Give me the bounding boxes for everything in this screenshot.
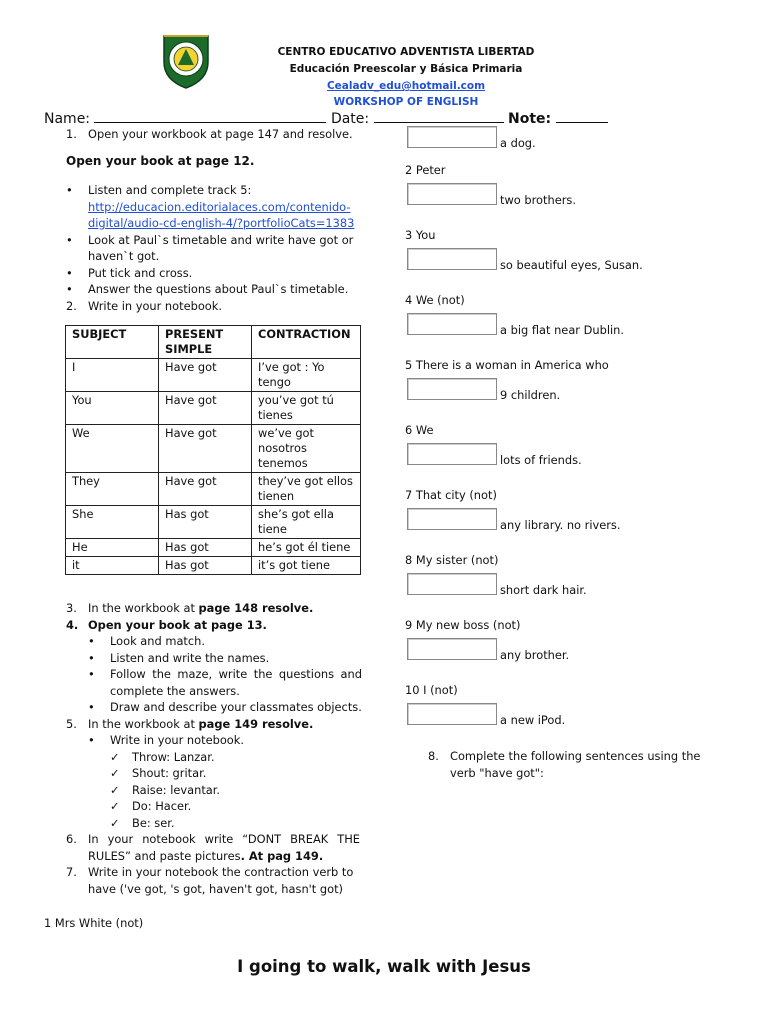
exercise-prompt: 3 You [405,228,436,242]
exercise-prompt: 9 My new boss (not) [405,618,521,632]
table-cell: Has got [159,539,252,557]
table-header-row [66,326,361,359]
list-item: • Listen and complete track 5: http://educacion.editorialaces.com/contenido-digital/audio-cd-english-4/?portfolioCats=1383 [66,183,355,230]
table-cell: Has got [159,506,252,539]
instruction-4: 4. Open your book at page 13. [66,617,267,632]
workshop-title: WORKSHOP OF ENGLISH [333,96,479,108]
vocab-item: ✓ Throw: Lanzar. [110,749,215,764]
list-item: • Draw and describe your classmates objects. [88,700,362,714]
table-cell: he’s got él tiene [252,539,361,557]
exercise-prompt: 8 My sister (not) [405,553,499,567]
instruction-7: 7. Write in your notebook the contraction verb to have ('ve got, 's got, haven't got, hasn't got) [66,865,354,896]
vocab-item: ✓ Be: ser. [110,815,175,830]
table-row [66,359,361,392]
column-header: SUBJECT [66,326,159,359]
table-cell: it’s got tiene [252,557,361,575]
answer-input-box[interactable] [407,183,497,205]
table-cell: Have got [159,473,252,506]
exercise-ending: a dog. [500,136,536,150]
list-item: • Listen and write the names. [88,650,270,665]
list-item: • Answer the questions about Paul`s timetable. [66,282,349,296]
motto-footer: I going to walk, walk with Jesus [237,957,531,976]
table-row [66,557,361,575]
table-cell: Have got [159,392,252,425]
instruction-6: 6. In your notebook write “DONT BREAK THE RULES” and paste pictures. At pag 149. [66,832,360,863]
list-item: • Put tick and cross. [66,265,193,280]
exercise-prompt: 2 Peter [405,163,446,177]
answer-input-box[interactable] [407,508,497,530]
school-level: Educación Preescolar y Básica Primaria [289,63,523,75]
table-cell: she’s got ella tiene [252,506,361,539]
table-cell: Has got [159,557,252,575]
exercise-prompt: 10 I (not) [405,683,458,697]
answer-input-box[interactable] [407,443,497,465]
table-cell: it [66,557,159,575]
table-cell: We [66,425,159,473]
exercise-prompt: 4 We (not) [405,293,465,307]
vocab-item: ✓ Raise: levantar. [110,782,221,797]
note-label: Note: [508,111,552,127]
column-header: PRESENT SIMPLE [159,326,252,359]
school-email-link[interactable]: Cealadv_edu@hotmail.com [326,80,486,92]
instruction-3: 3. In the workbook at page 148 resolve. [66,601,314,615]
table-row [66,506,361,539]
instruction-2: 2. Write in your notebook. [66,298,222,313]
list-item: • Look at Paul`s timetable and write have got or haven`t got. [66,232,354,263]
answer-input-box[interactable] [407,573,497,595]
table-cell: I [66,359,159,392]
exercise-prompt: 7 That city (not) [405,488,497,502]
exercise-ending: so beautiful eyes, Susan. [500,258,643,272]
table-cell: Have got [159,359,252,392]
table-cell: we’ve got nosotros tenemos [252,425,361,473]
answer-input-box[interactable] [407,248,497,270]
table-cell: He [66,539,159,557]
answer-input-box[interactable] [407,703,497,725]
answer-input-box[interactable] [407,638,497,660]
table-cell: You [66,392,159,425]
column-header: CONTRACTION [252,326,361,359]
table-row [66,539,361,557]
answer-input-box[interactable] [407,313,497,335]
sub-list-4 [66,633,362,716]
vocab-list [88,749,362,832]
table-row [66,425,361,473]
exercise-prompt: 5 There is a woman in America who [405,358,609,372]
instruction-5: 5. In the workbook at page 149 resolve. [66,716,314,731]
answer-input-box[interactable] [407,378,497,400]
name-field[interactable] [94,108,326,123]
list-item: • Follow the maze, write the questions and complete the answers. [88,667,362,698]
exercise-ending: a new iPod. [500,713,566,727]
vocab-item: ✓ Shout: gritar. [110,766,207,780]
table-cell: you’ve got tú tienes [252,392,361,425]
have-got-table [65,325,361,575]
table-cell: She [66,506,159,539]
track-link[interactable]: http://educacion.editorialaces.com/contenido-digital/audio-cd-english-4/?portfolioCats=1383 [88,199,355,230]
exercise-ending: a big flat near Dublin. [500,323,624,337]
table-row [66,473,361,506]
table-cell: Have got [159,425,252,473]
instructions-3-7 [66,600,362,897]
exercise-prompt: 6 We [405,423,434,437]
exercise-ending: lots of friends. [500,453,582,467]
table-cell: They [66,473,159,506]
table-cell: they’ve got ellos tienen [252,473,361,506]
sub-list-5 [66,732,362,831]
exercise-ending: short dark hair. [500,583,587,597]
instruction-8: 8. Complete the following sentences using the verb "have got": [428,749,701,780]
list-item: • Write in your notebook. [88,733,244,747]
date-field[interactable] [374,108,504,123]
name-label: Name: [44,111,91,127]
date-label: Date: [330,111,370,127]
student-info-line [44,108,608,127]
table-cell: I’ve got : Yo tengo [252,359,361,392]
answer-input-box[interactable] [407,126,497,148]
note-field[interactable] [556,108,608,123]
exercise-ending: 9 children. [500,388,561,402]
exercise-1-prompt: 1 Mrs White (not) [44,916,144,930]
list-item: • Look and match. [88,634,205,648]
school-crest-logo [160,32,212,90]
instruction-1: 1. Open your workbook at page 147 and resolve. [66,127,353,141]
exercise-ending: any library. no rivers. [500,518,621,532]
bullet-list-1 [66,182,366,314]
open-book-12: Open your book at page 12. [66,154,255,168]
vocab-item: ✓ Do: Hacer. [110,799,192,813]
school-name: CENTRO EDUCATIVO ADVENTISTA LIBERTAD [277,46,535,58]
exercise-ending: two brothers. [500,193,576,207]
table-row [66,392,361,425]
exercise-ending: any brother. [500,648,570,662]
